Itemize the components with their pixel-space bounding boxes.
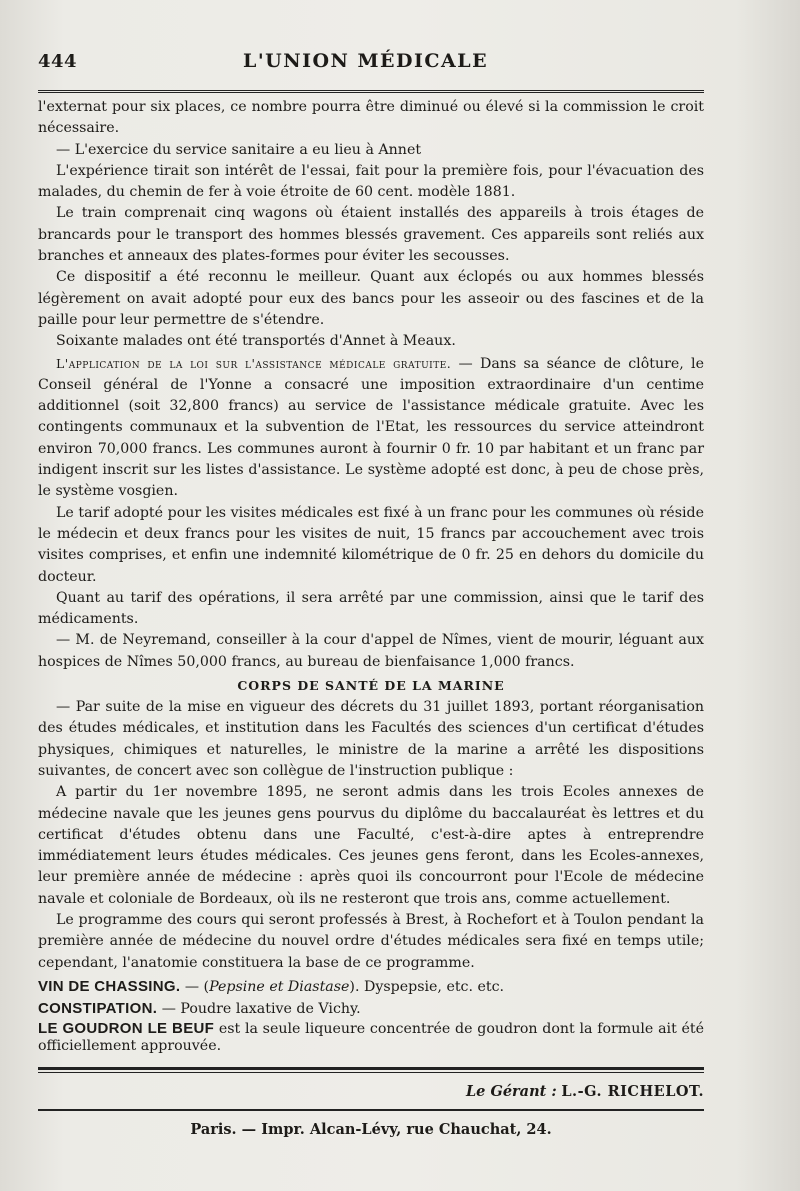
gerant-name: L.-G. RICHELOT. [561, 1082, 704, 1100]
paragraph: A partir du 1er novembre 1895, ne seront admis dans les trois Ecoles annexes de médecine navale que les jeunes gens pourvus du diplôme du baccalauréat ès lettres et du certificat d'études obtenu dans une Faculté, c'est-à-dire aptes à entreprendre immédiatement leurs études médicales. Ces jeunes gens feront, dans les Ecoles-annexes, leur première année de médecine : après quoi ils concourront pour l'Ecole de médecine navale et coloniale de Bordeaux, où ils ne resteront que trois ans, comme actuellement. [38, 784, 704, 907]
paragraph: Le tarif adopté pour les visites médicales est fixé à un franc pour les communes où réside le médecin et deux francs pour les visites de nuit, 15 francs par accouchement avec trois visites comprises, et enfin une indemnité kilométrique de 0 fr. 25 en dehors du domicile du docteur. [38, 504, 704, 585]
printer-imprint: Paris. — Impr. Alcan-Lévy, rue Chauchat, 24. [190, 1120, 552, 1138]
section-heading: CORPS DE SANTÉ DE LA MARINE [237, 678, 505, 694]
ad-text: ). Dyspepsie, etc. etc. [349, 978, 505, 995]
ad-text: — ( [180, 978, 210, 995]
gerant-line [38, 1081, 704, 1103]
paragraph: L'expérience tirait son intérêt de l'essai, fait pour la première fois, pour l'évacuation des malades, du chemin de fer à voie étroite de 60 cent. modèle 1881. [38, 162, 704, 201]
paragraph: — M. de Neyremand, conseiller à la cour d'appel de Nîmes, vient de mourir, léguant aux hospices de Nîmes 50,000 francs, au bureau de bienfaisance 1,000 francs. [38, 632, 704, 670]
paragraph: Soixante malades ont été transportés d'Annet à Meaux. [56, 333, 456, 350]
footer-divider [38, 1067, 704, 1073]
paragraph: Le programme des cours qui seront professés à Brest, à Rochefort et à Toulon pendant la première année de médecine du nouvel ordre d'études médicales sera fixé en temps utile; cependant, l'anatomie constituera la base de ce programme. [38, 911, 704, 971]
ad-vin-de-chassing [38, 976, 704, 998]
journal-title: L'UNION MÉDICALE [242, 50, 489, 72]
paragraph: — L'exercice du service sanitaire a eu lieu à Annet [56, 141, 422, 158]
imprint-divider [38, 1109, 704, 1111]
page-number: 444 [38, 51, 78, 72]
ad-text: est la seule liqueure concentrée de goudron dont la formule ait été officiellement approuvée. [38, 1020, 704, 1054]
ad-goudron [38, 1020, 704, 1055]
loi-text: — Dans sa séance de clôture, le Conseil général de l'Yonne a consacré une imposition extraordinaire d'un centime additionnel (soit 32,800 francs) au service de l'assistance médicale gratuite. Avec les contingents communaux et la subvention de l'Etat, les ressources du service atteindront environ 70,000 francs. Les communes auront à fournir 0 fr. 10 par habitant et un franc par indigent inscrit sur les listes d'assistance. Le système adopté est donc, à peu de chose près, le système vosgien. [38, 355, 704, 500]
article-body [38, 97, 704, 974]
paragraph: Quant au tarif des opérations, il sera arrêté par une commission, ainsi que le tarif des médicaments. [38, 589, 704, 628]
ad-italic: Pepsine et Diastase [209, 978, 350, 995]
ad-brand: LE GOUDRON LE BEUF [38, 1019, 215, 1037]
ad-brand: VIN DE CHASSING. [38, 977, 181, 995]
loi-paragraph [38, 353, 704, 503]
page-header [38, 50, 704, 93]
loi-heading: L'application de la loi sur l'assistance médicale gratuite. [56, 355, 452, 371]
paragraph: Le train comprenait cinq wagons où étaient installés des appareils à trois étages de brancards pour le transport des hommes blessés gravement. Ces appareils sont reliés aux branches et anneaux des plates-formes pour éviter les secousses. [38, 205, 704, 265]
ad-text: — Poudre laxative de Vichy. [157, 1000, 361, 1017]
ad-constipation [38, 998, 704, 1020]
paragraph: — Par suite de la mise en vigueur des décrets du 31 juillet 1893, portant réorganisation des études médicales, et institution dans les Facultés des sciences d'un certificat d'études physiques, chimiques et naturelles, le ministre de la marine a arrêté les dispositions suivantes, de concert avec son collègue de l'instruction publique : [38, 699, 704, 779]
gerant-label: Le Gérant : [465, 1082, 557, 1100]
ad-brand: CONSTIPATION. [38, 999, 158, 1017]
paragraph: l'externat pour six places, ce nombre pourra être diminué ou élevé si la commission le croit nécessaire. [38, 99, 704, 137]
paragraph: Ce dispositif a été reconnu le meilleur. Quant aux éclopés ou aux hommes blessés légèrement on avait adopté pour eux des bancs pour les asseoir ou des fascines et de la paille pour leur permettre de s'étendre. [38, 269, 704, 328]
advertisements [38, 976, 704, 1055]
